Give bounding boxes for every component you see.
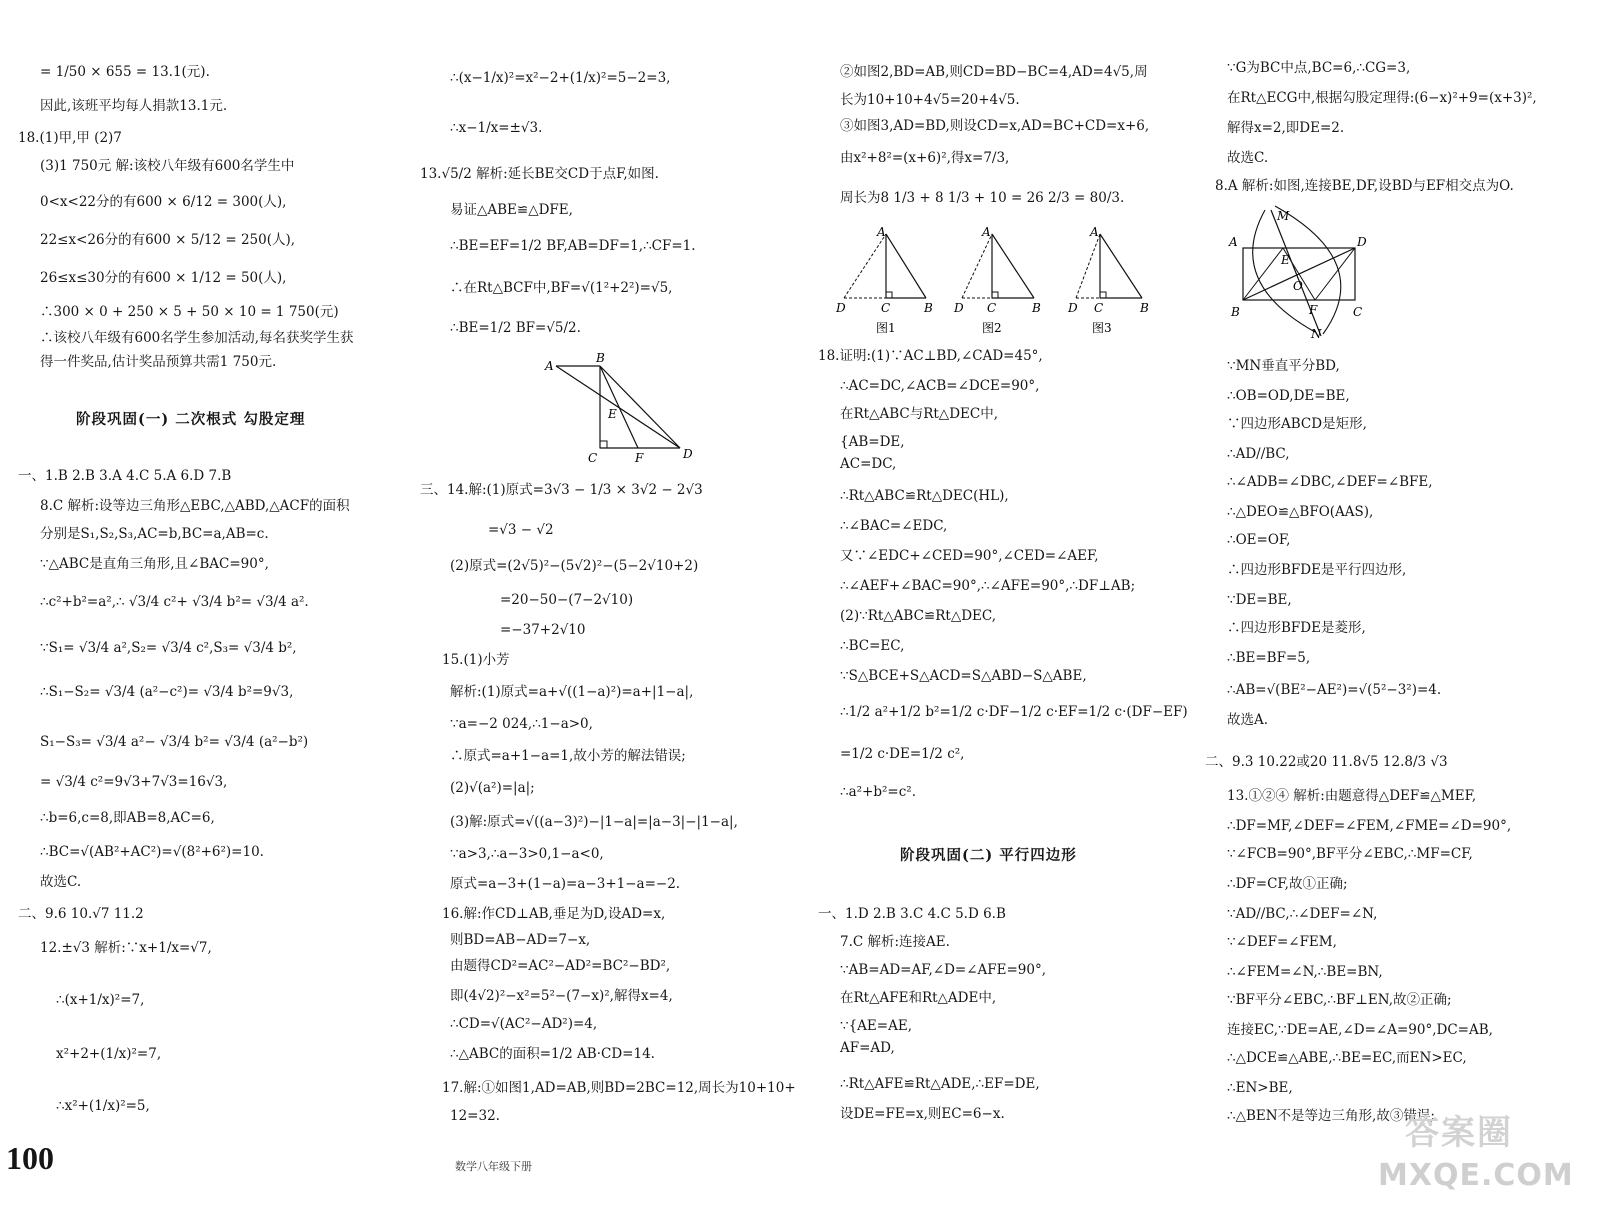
text-line: 在Rt△ABC与Rt△DEC中, (840, 406, 998, 422)
text-line: ∵G为BC中点,BC=6,∴CG=3, (1227, 60, 1411, 76)
book-title-footer: 数学八年级下册 (455, 1160, 532, 1173)
text-line: ∴△ABC的面积=1/2 AB·CD=14. (450, 1046, 655, 1062)
text-line: 17.解:①如图1,AD=AB,则BD=2BC=12,周长为10+10+ (442, 1080, 796, 1096)
section-heading-1: 阶段巩固(一) 二次根式 勾股定理 (76, 411, 306, 428)
text-line: 解得x=2,即DE=2. (1227, 120, 1345, 136)
text-line: 得一件奖品,估计奖品预算共需1 750元. (40, 354, 277, 370)
text-line: ∵∠FCB=90°,BF平分∠EBC,∴MF=CF, (1227, 846, 1473, 862)
text-line: ∴300 × 0 + 250 × 5 + 50 × 10 = 1 750(元) (40, 304, 339, 320)
text-line: ∴b=6,c=8,即AB=8,AC=6, (40, 810, 215, 826)
svg-text:B: B (596, 352, 605, 365)
text-line: ∴S₁−S₂= √3/4 (a²−c²)= √3/4 b²=9√3, (40, 684, 294, 700)
figure-caption: 图1 (876, 321, 896, 335)
text-line: ∵△ABC是直角三角形,且∠BAC=90°, (40, 556, 269, 572)
text-line: 二、9.3 10.22或20 11.8√5 12.8/3 √3 (1205, 754, 1448, 770)
text-line: (3)1 750元 解:该校八年级有600名学生中 (40, 158, 295, 174)
text-line: ∴在Rt△BCF中,BF=√(1²+2²)=√5, (450, 280, 673, 296)
text-line: 12=32. (450, 1108, 500, 1124)
text-line: ∴x−1/x=±√3. (450, 120, 543, 136)
text-line: 15.(1)小芳 (442, 652, 510, 668)
text-line: 18.证明:(1)∵AC⊥BD,∠CAD=45°, (818, 348, 1043, 364)
text-line: 解析:(1)原式=a+√((1−a)²)=a+|1−a|, (450, 684, 694, 700)
text-line: ∴DF=MF,∠DEF=∠FEM,∠FME=∠D=90°, (1227, 818, 1512, 834)
text-line: (2)原式=(2√5)²−(5√2)²−(5−2√10+2) (450, 558, 699, 574)
text-line: ∵a=−2 024,∴1−a>0, (450, 716, 593, 732)
text-line: 三、14.解:(1)原式=3√3 − 1/3 × 3√2 − 2√3 (420, 482, 703, 498)
svg-text:D: D (1068, 301, 1078, 315)
text-line: 周长为8 1/3 + 8 1/3 + 10 = 26 2/3 = 80/3. (840, 190, 1125, 206)
text-line: ∴x²+(1/x)²=5, (56, 1098, 150, 1114)
text-line: 一、1.D 2.B 3.C 4.C 5.D 6.B (818, 906, 1006, 922)
text-line: 7.C 解析:连接AE. (840, 934, 950, 950)
svg-text:N: N (1311, 327, 1322, 341)
svg-text:D: D (836, 301, 846, 315)
page-number: 100 (6, 1140, 54, 1176)
text-line: =√3 − √2 (488, 522, 554, 538)
svg-text:D: D (954, 301, 964, 315)
svg-text:F: F (1309, 303, 1318, 317)
column-3 (818, 52, 1203, 1165)
svg-text:O: O (1293, 279, 1303, 293)
text-line: ∴∠BAC=∠EDC, (840, 518, 948, 534)
text-line: ∴AC=DC,∠ACB=∠DCE=90°, (840, 378, 1040, 394)
text-line: ∵S△BCE+S△ACD=S△ABD−S△ABE, (840, 668, 1087, 684)
text-line: ∴四边形BFDE是平行四边形, (1227, 562, 1407, 578)
text-line: ∴(x−1/x)²=x²−2+(1/x)²=5−2=3, (450, 70, 671, 86)
svg-text:C: C (1353, 305, 1363, 319)
text-line: ∴△DCE≌△ABE,∴BE=EC,而EN>EC, (1227, 1050, 1467, 1066)
text-line: 故选A. (1227, 712, 1269, 728)
text-line: 因此,该班平均每人捐款13.1元. (40, 98, 228, 114)
svg-text:A: A (877, 225, 886, 239)
svg-text:C: C (987, 301, 997, 315)
text-line: ∴c²+b²=a²,∴ √3/4 c²+ √3/4 b²= √3/4 a². (40, 594, 309, 610)
figure-caption: 图2 (982, 321, 1002, 335)
svg-text:B: B (1231, 305, 1240, 319)
text-line: 则BD=AB−AD=7−x, (450, 932, 591, 948)
svg-text:B: B (1140, 301, 1149, 315)
text-line: 在Rt△AFE和Rt△ADE中, (840, 990, 997, 1006)
watermark-url: MXQE.COM (1378, 1158, 1574, 1193)
text-line: 由x²+8²=(x+6)²,得x=7/3, (840, 150, 1010, 166)
text-line: ②如图2,BD=AB,则CD=BD−BC=4,AD=4√5,周 (840, 64, 1148, 80)
svg-text:A: A (982, 225, 991, 239)
text-line: ∴BC=EC, (840, 638, 905, 654)
text-line: ∵AB=AD=AF,∠D=∠AFE=90°, (840, 962, 1047, 978)
text-line: = 1/50 × 655 = 13.1(元). (40, 64, 210, 80)
text-line: ∵{AE=AE, (840, 1018, 912, 1034)
text-line: {AB=DE, (840, 434, 905, 450)
text-line: (2)√(a²)=|a|; (450, 780, 535, 796)
svg-text:M: M (1277, 209, 1290, 223)
column-1 (18, 52, 390, 1165)
text-line: 二、9.6 10.√7 11.2 (18, 906, 144, 922)
text-line: ∵BF平分∠EBC,∴BF⊥EN,故②正确; (1227, 992, 1452, 1008)
text-line: ∵DE=BE, (1227, 592, 1292, 608)
text-line: ∴∠AEF+∠BAC=90°,∴∠AFE=90°,∴DF⊥AB; (840, 578, 1136, 594)
column-4 (1205, 52, 1590, 1165)
text-line: 故选C. (40, 874, 82, 890)
text-line: ∴OE=OF, (1227, 532, 1291, 548)
text-line: ∵四边形ABCD是矩形, (1227, 416, 1367, 432)
text-line: ∴DF=CF,故①正确; (1227, 876, 1348, 892)
text-line: x²+2+(1/x)²=7, (56, 1046, 162, 1062)
svg-text:C: C (1094, 301, 1104, 315)
text-line: ∴△DEO≌△BFO(AAS), (1227, 504, 1374, 520)
text-line: 13.①②④ 解析:由题意得△DEF≌△MEF, (1227, 788, 1477, 804)
text-line: 18.(1)甲,甲 (2)7 (18, 130, 122, 146)
svg-text:C: C (588, 451, 598, 465)
svg-text:B: B (1032, 301, 1041, 315)
text-line: AC=DC, (840, 456, 897, 472)
text-line: 一、1.B 2.B 3.A 4.C 5.A 6.D 7.B (18, 468, 232, 484)
text-line: =−37+2√10 (500, 622, 586, 638)
text-line: 8.A 解析:如图,连接BE,DF,设BD与EF相交点为O. (1215, 178, 1514, 194)
watermark-logo: 答案圈 (1405, 1113, 1513, 1153)
text-line: ∴∠ADB=∠DBC,∠DEF=∠BFE, (1227, 474, 1433, 490)
svg-text:D: D (1357, 235, 1367, 249)
text-line: 13.√5/2 解析:延长BE交CD于点F,如图. (420, 166, 659, 182)
figure-caption: 图3 (1092, 321, 1112, 335)
text-line: ∴BE=EF=1/2 BF,AB=DF=1,∴CF=1. (450, 238, 696, 254)
text-line: ∴该校八年级有600名学生参加活动,每名获奖学生获 (40, 330, 354, 346)
text-line: =20−50−(7−2√10) (500, 592, 634, 608)
text-line: ∵a>3,∴a−3>0,1−a<0, (450, 846, 604, 862)
text-line: ∴1/2 a²+1/2 b²=1/2 c·DF−1/2 c·EF=1/2 c·(DF−EF) (840, 704, 1188, 720)
text-line: ∵AD//BC,∴∠DEF=∠N, (1227, 906, 1378, 922)
text-line: 即(4√2)²−x²=5²−(7−x)²,解得x=4, (450, 988, 673, 1004)
text-line: ∴EN>BE, (1227, 1080, 1293, 1096)
text-line: ∴AD//BC, (1227, 446, 1290, 462)
text-line: 由题得CD²=AC²−AD²=BC²−BD², (450, 958, 671, 974)
text-line: ∴OB=OD,DE=BE, (1227, 388, 1350, 404)
text-line: 长为10+10+4√5=20+4√5. (840, 92, 1020, 108)
section-heading-2: 阶段巩固(二) 平行四边形 (900, 847, 1077, 864)
text-line: 8.C 解析:设等边三角形△EBC,△ABD,△ACF的面积 (40, 498, 350, 514)
figures-q17 (832, 222, 1192, 340)
svg-text:A: A (1090, 225, 1099, 239)
text-line: 分别是S₁,S₂,S₃,AC=b,BC=a,AB=c. (40, 526, 269, 542)
text-line: ∴四边形BFDE是菱形, (1227, 620, 1366, 636)
svg-text:A: A (1229, 235, 1238, 249)
text-line: ∴BC=√(AB²+AC²)=√(8²+6²)=10. (40, 844, 264, 860)
text-line: ∴AB=√(BE²−AE²)=√(5²−3²)=4. (1227, 682, 1442, 698)
text-line: = √3/4 c²=9√3+7√3=16√3, (40, 774, 228, 790)
text-line: ∴(x+1/x)²=7, (56, 992, 145, 1008)
text-line: ∴BE=BF=5, (1227, 650, 1311, 666)
text-line: =1/2 c·DE=1/2 c², (840, 746, 965, 762)
text-line: ∴△BEN不是等边三角形,故③错误; (1227, 1108, 1435, 1124)
text-line: ∴a²+b²=c². (840, 784, 916, 800)
text-line: ∵MN垂直平分BD, (1227, 358, 1340, 374)
text-line: ∵S₁= √3/4 a²,S₂= √3/4 c²,S₃= √3/4 b², (40, 640, 297, 656)
text-line: 22≤x<26分的有600 × 5/12 = 250(人), (40, 232, 296, 248)
text-line: 26≤x≤30分的有600 × 1/12 = 50(人), (40, 270, 287, 286)
svg-text:E: E (608, 407, 617, 421)
text-line: 设DE=FE=x,则EC=6−x. (840, 1106, 1005, 1122)
column-2 (420, 52, 815, 1165)
text-line: 12.±√3 解析:∵x+1/x=√7, (40, 940, 212, 956)
text-line: ∵∠DEF=∠FEM, (1227, 934, 1337, 950)
text-line: 易证△ABE≌△DFE, (450, 202, 573, 218)
text-line: 又∵∠EDC+∠CED=90°,∠CED=∠AEF, (840, 548, 1099, 564)
text-line: ∴原式=a+1−a=1,故小芳的解法错误; (450, 748, 686, 764)
text-line: 连接EC,∵DE=AE,∠D=∠A=90°,DC=AB, (1227, 1022, 1493, 1038)
text-line: ③如图3,AD=BD,则设CD=x,AD=BC+CD=x+6, (840, 118, 1150, 134)
text-line: 16.解:作CD⊥AB,垂足为D,设AD=x, (442, 906, 666, 922)
figure-q13 (540, 352, 720, 468)
svg-text:D: D (683, 447, 693, 461)
text-line: ∴BE=1/2 BF=√5/2. (450, 320, 581, 336)
text-line: 0<x<22分的有600 × 6/12 = 300(人), (40, 194, 287, 210)
text-line: (2)∵Rt△ABC≌Rt△DEC, (840, 608, 997, 624)
text-line: 原式=a−3+(1−a)=a−3+1−a=−2. (450, 876, 681, 892)
svg-text:B: B (924, 301, 933, 315)
svg-text:F: F (635, 451, 644, 465)
text-line: AF=AD, (840, 1040, 895, 1056)
text-line: ∴CD=√(AC²−AD²)=4, (450, 1016, 598, 1032)
svg-text:E: E (1281, 253, 1290, 267)
svg-text:A: A (545, 359, 554, 373)
svg-text:C: C (881, 301, 891, 315)
text-line: (3)解:原式=√((a−3)²)−|1−a|=|a−3|−|1−a|, (450, 814, 738, 830)
text-line: ∴Rt△AFE≌Rt△ADE,∴EF=DE, (840, 1076, 1040, 1092)
text-line: S₁−S₃= √3/4 a²− √3/4 b²= √3/4 (a²−b²) (40, 734, 309, 750)
figure-q8 (1225, 202, 1395, 342)
text-line: 在Rt△ECG中,根据勾股定理得:(6−x)²+9=(x+3)², (1227, 90, 1537, 106)
text-line: ∴∠FEM=∠N,∴BE=BN, (1227, 964, 1383, 980)
text-line: 故选C. (1227, 150, 1269, 166)
text-line: ∴Rt△ABC≌Rt△DEC(HL), (840, 488, 1009, 504)
